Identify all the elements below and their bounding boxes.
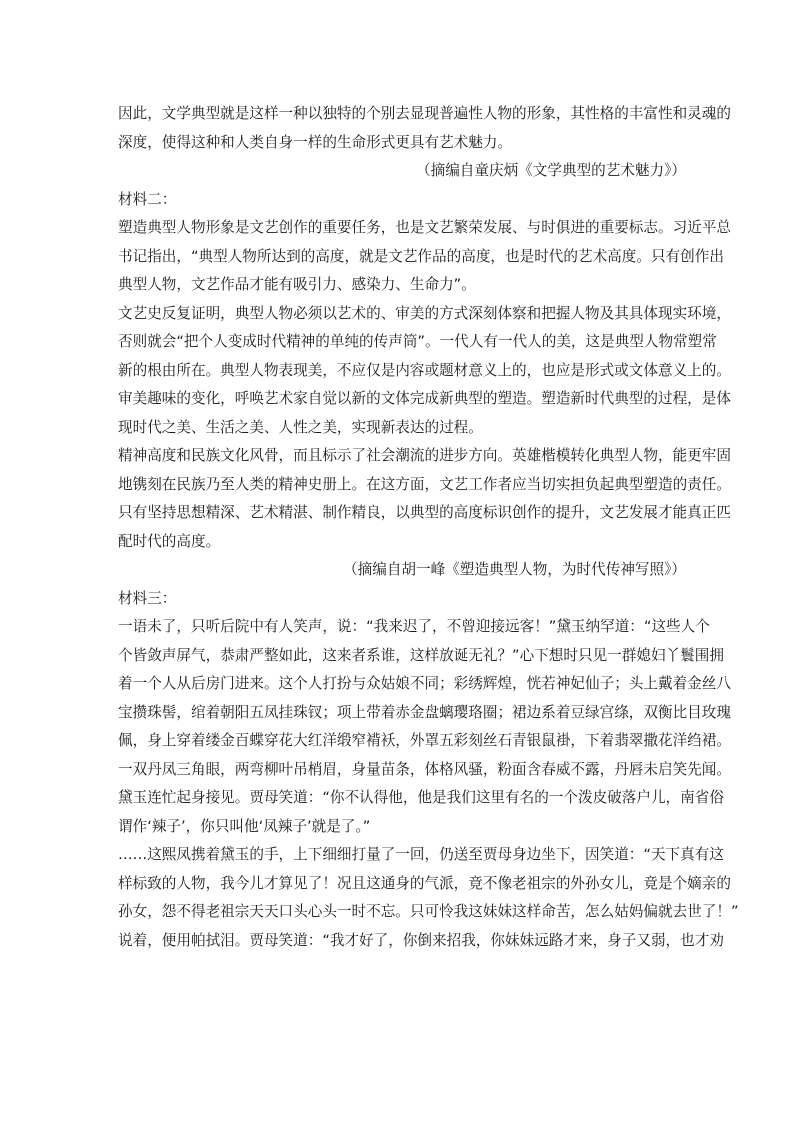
text-line: 地镌刻在民族乃至人类的精神史册上。在这方面，文艺工作者应当切实担负起典型塑造的责任。 (118, 475, 731, 493)
text-line: 一双丹凤三角眼，两弯柳叶吊梢眉，身量苗条，体格风骚，粉面含春威不露，丹唇未启笑先闻。 (118, 760, 731, 778)
text-line: 着一个人从后房门进来。这个人打扮与众姑娘不同；彩绣辉煌，恍若神妃仙子；头上戴着金丝八 (118, 675, 731, 692)
text-line: 否则就会“把个人变成时代精神的单纯的传声筒”。一代人有一代人的美，这是典型人物常塑常 (118, 333, 717, 350)
text-line: 孙女，怨不得老祖宗天天口头心头一时不忘。只可怜我这妹妹这样命苦，怎么姑妈偏就去世了！” (118, 903, 739, 920)
source-citation: （摘编自童庆炳《文学典型的艺术魅力》） (416, 162, 686, 179)
text-line: 一语未了，只听后院中有人笑声，说：“我来迟了，不曾迎接远客！”黛玉纳罕道：“这些人个 (118, 618, 710, 635)
text-line: 因此，文学典型就是这样一种以独特的个别去显现普遍性人物的形象，其性格的丰富性和灵魂的 (118, 105, 731, 122)
text-line: 塑造典型人物形象是文艺创作的重要任务，也是文艺繁荣发展、与时俱进的重要标志。习近平总 (118, 219, 731, 236)
text-line: 审美趣味的变化，呼唤艺术家自觉以新的文体完成新典型的塑造。塑造新时代典型的过程，是体 (118, 390, 731, 407)
text-line: 宝攒珠髻，绾着朝阳五凤挂珠钗；项上带着赤金盘螭璎珞圈；裙边系着豆绿宫绦，双衡比目玫瑰 (118, 703, 731, 721)
text-line: 文艺史反复证明，典型人物必须以艺术的、审美的方式深刻体察和把握人物及其具体现实环境， (118, 304, 731, 322)
text-line: 材料三： (118, 589, 177, 607)
text-line: ……这熙凤携着黛玉的手，上下细细打量了一回，仍送至贾母身边坐下，因笑道：“天下真有这 (118, 846, 724, 863)
text-line: 典型人物，文艺作品才能有吸引力、感染力、生命力”。 (118, 276, 476, 293)
text-line: 深度，使得这种和人类自身一样的生命形式更具有艺术魅力。 (118, 133, 513, 151)
text-line: 现时代之美、生活之美、人性之美，实现新表达的过程。 (118, 418, 483, 436)
source-citation: （摘编自胡一峰《塑造典型人物，为时代传神写照》） (343, 561, 686, 578)
text-line: 只有坚持思想精深、艺术精湛、制作精良，以典型的高度标识创作的提升，文艺发展才能真正匹 (118, 504, 731, 521)
text-line: 新的根由所在。典型人物表现美，不应仅是内容或题材意义上的，也应是形式或文体意义上的。 (118, 361, 731, 379)
text-line: 精神高度和民族文化风骨，而且标示了社会潮流的进步方向。英雄楷模转化典型人物，能更牢固 (118, 447, 731, 464)
text-line: 个皆敛声屏气，恭肃严整如此，这来者系谁，这样放诞无礼？”心下想时只见一群媳妇丫鬟围拥 (118, 646, 724, 664)
text-line: 佩，身上穿着缕金百蝶穿花大红洋缎窄褙袄，外罩五彩刻丝石青银鼠褂，下着翡翠撒花洋绉裙。 (118, 732, 731, 749)
text-line: 书记指出，“典型人物所达到的高度，就是文艺作品的高度，也是时代的艺术高度。只有创作出 (118, 247, 724, 265)
text-line: 材料二： (118, 190, 177, 208)
text-line: 样标致的人物，我今儿才算见了！况且这通身的气派，竟不像老祖宗的外孙女儿，竟是个嫡亲的 (118, 874, 731, 892)
text-line: 配时代的高度。 (118, 532, 221, 550)
document-body (118, 100, 739, 955)
text-line: 黛玉连忙起身接见。贾母笑道：“你不认得他，他是我们这里有名的一个泼皮破落户儿，南省俗 (118, 789, 724, 806)
text-line: 谓作‘辣子’，你只叫他‘凤辣子’就是了。” (118, 817, 371, 835)
text-line: 说着，便用帕拭泪。贾母笑道：“我才好了，你倒来招我，你妹妹远路才来，身子又弱，也才劝 (118, 931, 724, 949)
